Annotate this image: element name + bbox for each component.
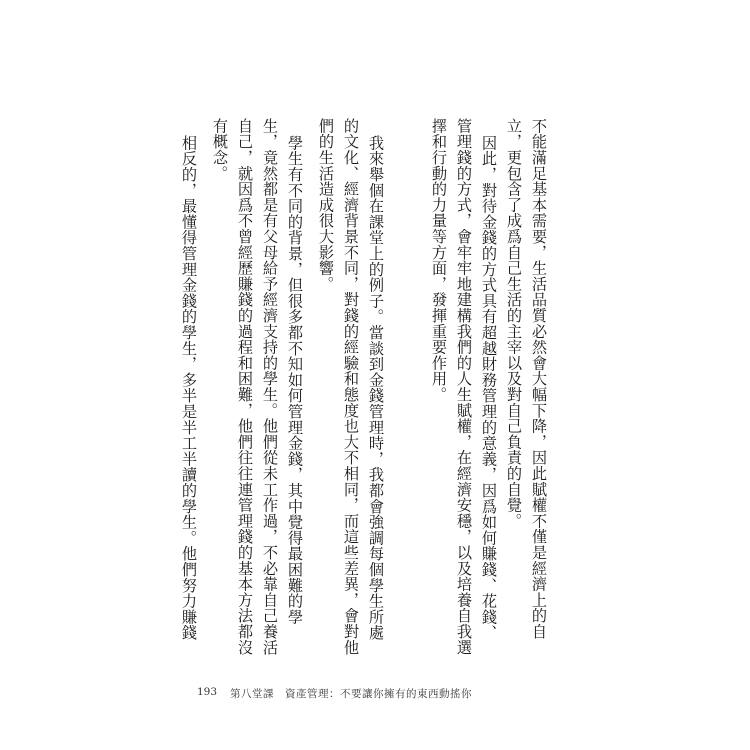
page-footer — [0, 686, 750, 704]
text-column-8: 們的生活造成很大影響。 — [317, 118, 335, 292]
text-column-3: 因此，對待金錢的方式具有超越財務管理的意義，因爲如何賺錢、花錢、 — [480, 135, 498, 641]
text-column-1: 不能滿足基本需要，生活品質必然會大幅下降，因此賦權不僅是經濟上的自 — [530, 118, 548, 640]
page-number: 193 — [197, 686, 218, 698]
text-column-4: 管理錢的方式，會牢牢地建構我們的人生賦權，在經濟安穩，以及培養自我選 — [455, 118, 473, 656]
text-column-7: 的文化、經濟背景不同，對錢的經驗和態度也大不相同，而這些差異，會對他 — [342, 118, 360, 656]
text-column-6: 我來舉個在課堂上的例子。當談到金錢管理時，我都會強調每個學生所處 — [367, 135, 385, 641]
text-column-9: 學生有不同的背景，但很多都不知如何管理金錢，其中覺得最困難的學 — [286, 135, 304, 625]
text-column-2: 立，更包含了成爲自己生活的主宰以及對自己負責的自覺。 — [505, 118, 523, 529]
text-column-13: 相反的，最懂得管理金錢的學生，多半是半工半讀的學生。他們努力賺錢 — [180, 135, 198, 641]
text-column-11: 自己，就因爲不曾經歷賺錢的過程和困難，他們往往連管理錢的基本方法都沒 — [236, 118, 254, 656]
text-column-10: 生，竟然都是有父母給予經濟支持的學生。他們從未工作過，不必靠自己養活 — [261, 118, 279, 656]
running-head: 第八堂課 資產管理：不要讓你擁有的東西動搖你 — [230, 688, 472, 700]
text-column-12: 有概念。 — [211, 118, 229, 182]
text-column-5: 擇和行動的力量等方面，發揮重要作用。 — [430, 118, 448, 403]
